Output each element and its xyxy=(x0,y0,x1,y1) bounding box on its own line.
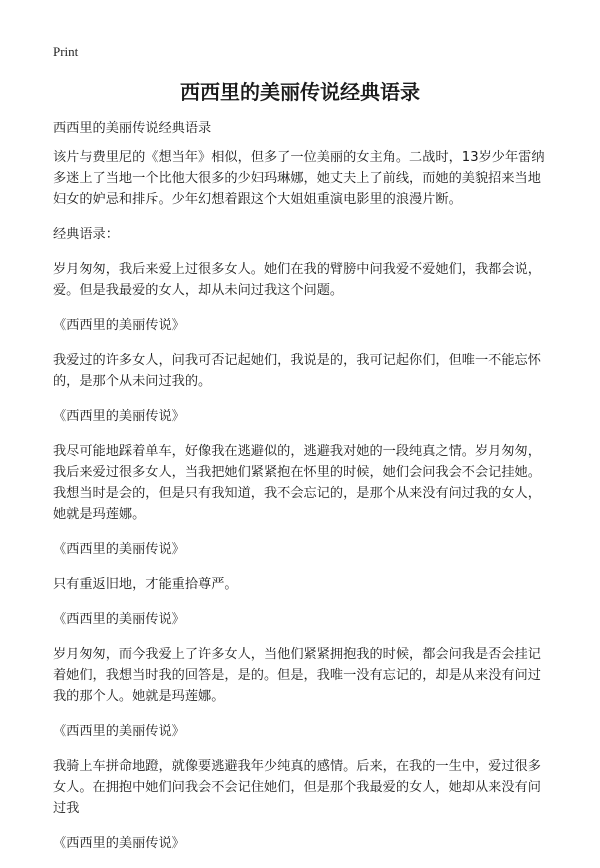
quote-paragraph: 我爱过的许多女人，问我可否记起她们，我说是的，我可记起你们，但唯一不能忘怀的，是那个从未问过我的。 xyxy=(53,353,541,389)
quote-source: 《西西里的美丽传说》 xyxy=(53,612,185,627)
document-subtitle: 西西里的美丽传说经典语录 xyxy=(53,121,212,136)
quote-source: 《西西里的美丽传说》 xyxy=(53,318,185,333)
document-body xyxy=(53,118,553,868)
quote-source: 《西西里的美丽传说》 xyxy=(53,542,185,557)
quote-paragraph: 岁月匆匆，而今我爱上了许多女人，当他们紧紧拥抱我的时候，都会问我是否会挂记着她们，我想当时我的回答是，是的。但是，我唯一没有忘记的，却是从来没有问过我的那个人。她就是玛莲娜。 xyxy=(53,647,541,704)
quotes-heading: 经典语录： xyxy=(53,227,119,242)
print-link[interactable]: Print xyxy=(53,44,79,59)
quote-source: 《西西里的美丽传说》 xyxy=(53,724,185,739)
document-title: 西西里的美丽传说经典语录 xyxy=(180,80,420,104)
quote-source: 《西西里的美丽传说》 xyxy=(53,836,185,851)
intro-paragraph: 该片与费里尼的《想当年》相似，但多了一位美丽的女主角。二战时，13岁少年雷纳多迷上了当地一个比他大很多的少妇玛琳娜，她丈夫上了前线，而她的美貌招来当地妇女的妒忌和排斥。少年幻想着跟这个大姐姐重演电影里的浪漫片断。 xyxy=(53,150,545,207)
quote-paragraph: 我尽可能地踩着单车，好像我在逃避似的，逃避我对她的一段纯真之情。岁月匆匆，我后来爱过很多女人，当我把她们紧紧抱在怀里的时候，她们会问我会不会记挂她。我想当时是会的，但是只有我知道，我不会忘记的，是那个从来没有问过我的女人，她就是玛莲娜。 xyxy=(53,444,541,522)
quote-paragraph: 只有重返旧地，才能重拾尊严。 xyxy=(53,577,238,592)
quote-paragraph: 岁月匆匆，我后来爱上过很多女人。她们在我的臂膀中问我爱不爱她们，我都会说，爱。但是我最爱的女人，却从未问过我这个问题。 xyxy=(53,262,541,298)
quote-source: 《西西里的美丽传说》 xyxy=(53,409,185,424)
quote-paragraph: 我骑上车拼命地蹬，就像要逃避我年少纯真的感情。后来，在我的一生中，爱过很多女人。在拥抱中她们问我会不会记住她们，但是那个我最爱的女人，她却从来没有问过我 xyxy=(53,759,541,816)
